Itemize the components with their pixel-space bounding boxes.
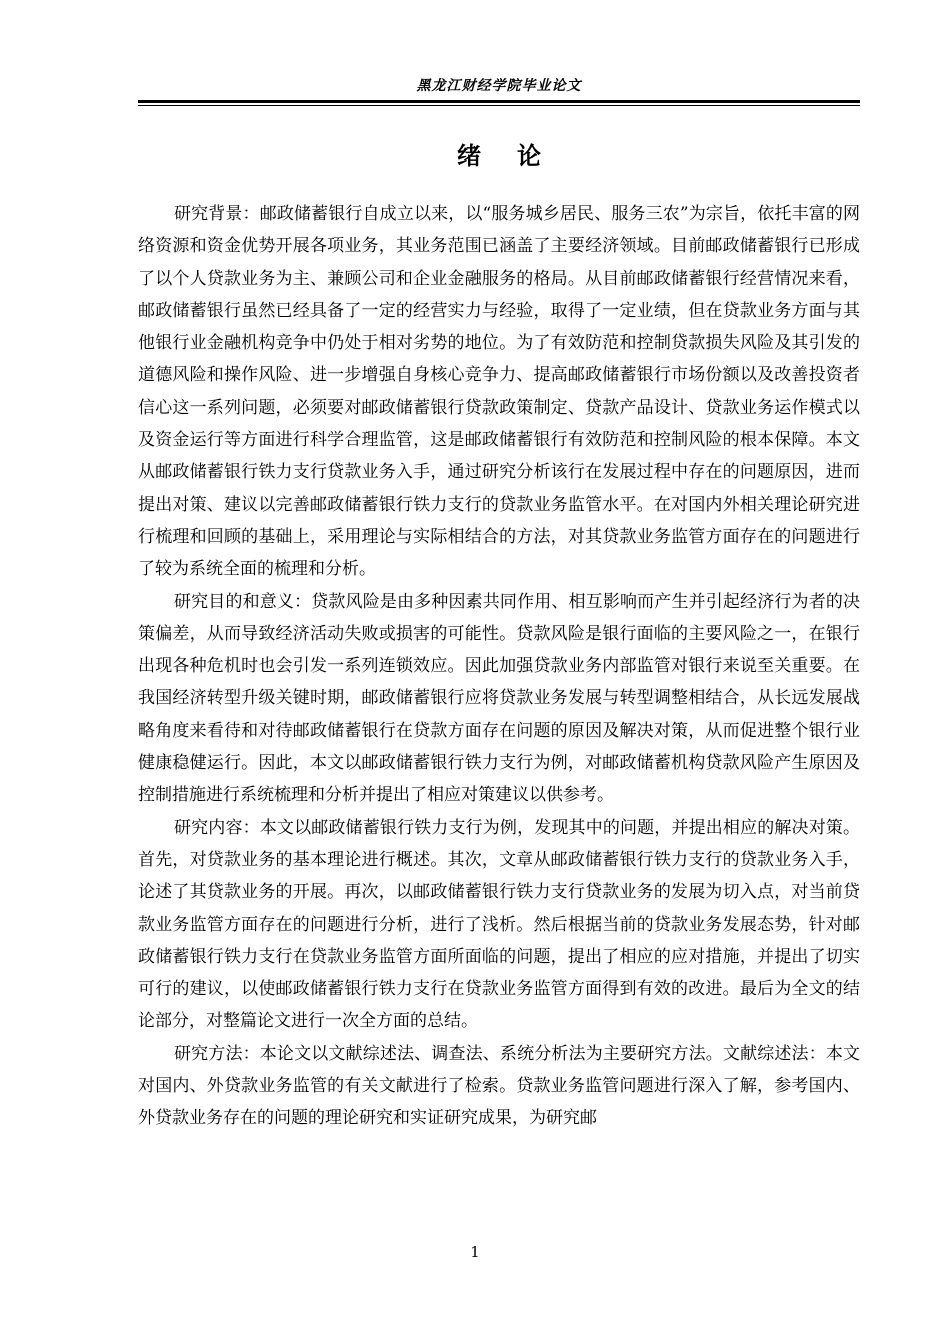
chapter-title: 绪论 <box>457 141 577 170</box>
paragraph-research-background: 研究背景：邮政储蓄银行自成立以来，以“服务城乡居民、服务三农”为宗旨，依托丰富的网络资源和资金优势开展各项业务，其业务范围已涵盖了主要经济领域。目前邮政储蓄银行已形成了以个人贷款业务为主、兼顾公司和企业金融服务的格局。从目前邮政储蓄银行经营情况来看，邮政储蓄银行虽然已经具备了一定的经营实力与经验，取得了一定业绩，但在贷款业务方面与其他银行业金融机构竞争中仍处于相对劣势的地位。为了有效防范和控制贷款损失风险及其引发的道德风险和操作风险、进一步增强自身核心竞争力、提高邮政储蓄银行市场份额以及改善投资者信心这一系列问题，必须要对邮政储蓄银行贷款政策制定、贷款产品设计、贷款业务运作模式以及资金运行等方面进行科学合理监管，这是邮政储蓄银行有效防范和控制风险的根本保障。本文从邮政储蓄银行铁力支行贷款业务入手，通过研究分析该行在发展过程中存在的问题原因，进而提出对策、建议以完善邮政储蓄银行铁力支行的贷款业务监管水平。在对国内外相关理论研究进行梳理和回顾的基础上，采用理论与实际相结合的方法，对其贷款业务监管方面存在的问题进行了较为系统全面的梳理和分析。 <box>138 204 860 580</box>
header-rule-thick <box>138 100 860 103</box>
paragraph-research-content: 研究内容：本文以邮政储蓄银行铁力支行为例，发现其中的问题，并提出相应的解决对策。首先，对贷款业务的基本理论进行概述。其次，文章从邮政储蓄银行铁力支行的贷款业务入手，论述了其贷款业务的开展。再次，以邮政储蓄银行铁力支行贷款业务的发展为切入点，对当前贷款业务监管方面存在的问题进行分析，进行了浅析。然后根据当前的贷款业务发展态势，针对邮政储蓄银行铁力支行在贷款业务监管方面所面临的问题，提出了相应的应对措施，并提出了切实可行的建议，以使邮政储蓄银行铁力支行在贷款业务监管方面得到有效的改进。最后为全文的结论部分，对整篇论文进行一次全方面的总结。 <box>138 817 860 1032</box>
page-number: 1 <box>470 1243 480 1261</box>
body-text <box>138 198 860 1135</box>
paragraph-research-purpose: 研究目的和意义：贷款风险是由多种因素共同作用、相互影响而产生并引起经济行为者的决策偏差，从而导致经济活动失败或损害的可能性。贷款风险是银行面临的主要风险之一，在银行出现各种危机时也会引发一系列连锁效应。因此加强贷款业务内部监管对银行来说至关重要。在我国经济转型升级关键时期，邮政储蓄银行应将贷款业务发展与转型调整相结合，从长远发展战略角度来看待和对待邮政储蓄银行在贷款方面存在问题的原因及解决对策，从而促进整个银行业健康稳健运行。因此，本文以邮政储蓄银行铁力支行为例，对邮政储蓄机构贷款风险产生原因及控制措施进行系统梳理和分析并提出了相应对策建议以供参考。 <box>138 591 860 806</box>
header-rule-thin <box>138 105 860 106</box>
running-header: 黑龙江财经学院毕业论文 <box>416 78 582 94</box>
paragraph-research-methods: 研究方法：本论文以文献综述法、调查法、系统分析法为主要研究方法。文献综述法：本文对国内、外贷款业务监管的有关文献进行了检索。贷款业务监管问题进行深入了解，参考国内、外贷款业务存在的问题的理论研究和实证研究成果，为研究邮 <box>138 1043 860 1129</box>
